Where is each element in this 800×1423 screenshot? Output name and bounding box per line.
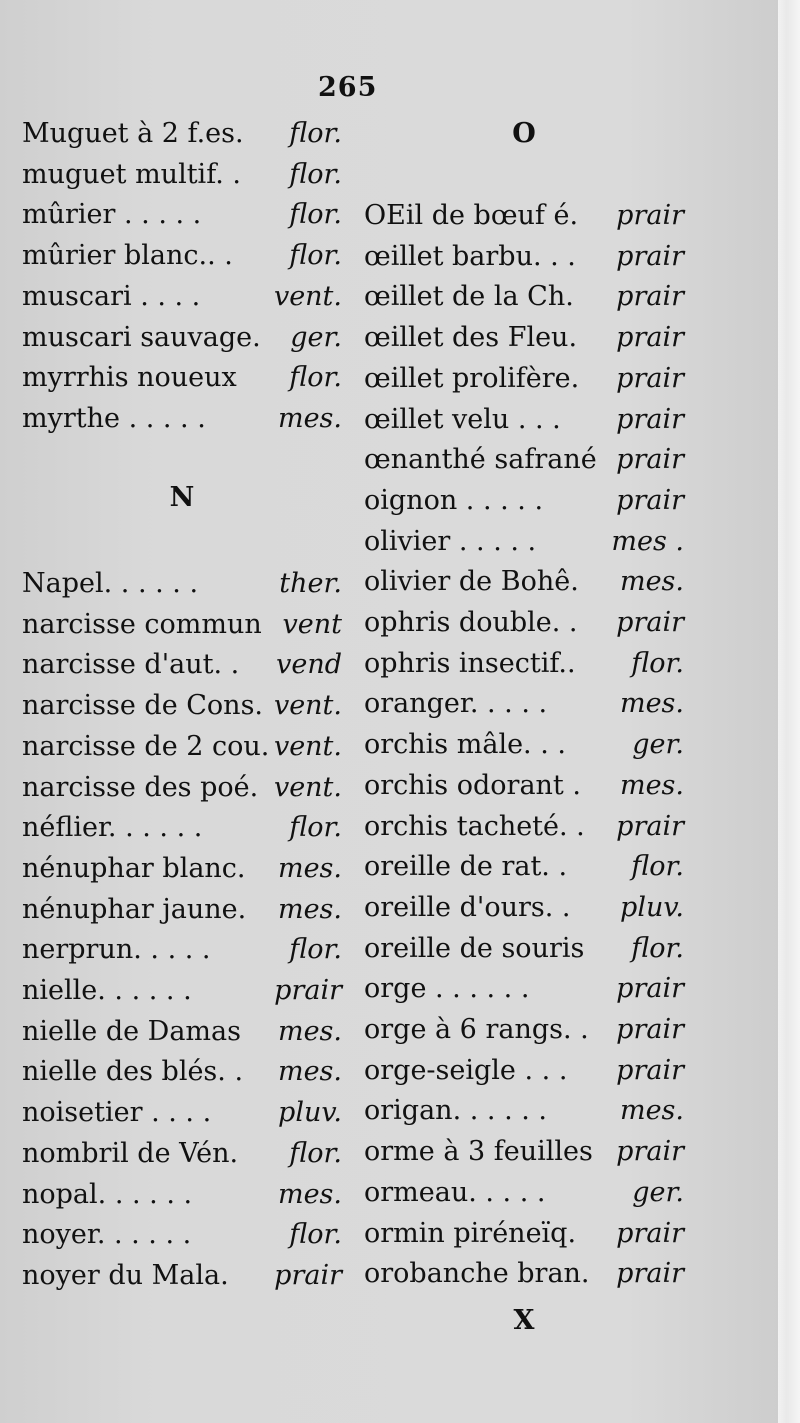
season-label: vent. bbox=[273, 730, 342, 762]
list-item bbox=[364, 281, 684, 319]
season-label: prair bbox=[616, 810, 684, 842]
plant-name: muguet multif. . bbox=[22, 158, 241, 190]
season-label: flor. bbox=[289, 118, 342, 149]
plant-name: nerprun. . . . . bbox=[22, 934, 211, 966]
list-item bbox=[22, 649, 342, 687]
list-item bbox=[364, 1014, 684, 1052]
plant-name: œillet velu . . . bbox=[364, 403, 561, 435]
season-label: ger. bbox=[290, 321, 342, 353]
season-label: flor. bbox=[631, 851, 684, 883]
season-label: mes . bbox=[611, 525, 684, 557]
season-label: pluv. bbox=[620, 891, 684, 923]
season-label: flor. bbox=[289, 362, 342, 394]
season-label: prair bbox=[616, 403, 684, 435]
list-item bbox=[22, 1219, 342, 1257]
list-item bbox=[364, 322, 684, 360]
plant-name: mûrier . . . . . bbox=[22, 199, 202, 231]
list-item bbox=[22, 118, 342, 156]
season-label: flor. bbox=[631, 932, 684, 964]
plant-name: orobanche bran. bbox=[364, 1258, 590, 1290]
season-label: prair bbox=[616, 362, 684, 394]
season-label: prair bbox=[616, 973, 684, 1005]
list-item bbox=[22, 1260, 342, 1298]
plant-name: oranger. . . . . bbox=[364, 688, 548, 720]
plant-name: orchis tacheté. . bbox=[364, 810, 585, 842]
plant-name: ophris insectif.. bbox=[364, 647, 576, 679]
season-label: mes. bbox=[619, 1095, 684, 1127]
season-label: prair bbox=[616, 1258, 684, 1290]
list-item bbox=[364, 1055, 684, 1093]
season-label: vent bbox=[282, 608, 342, 640]
season-label: vend bbox=[276, 649, 342, 681]
season-label: mes. bbox=[277, 893, 342, 925]
plant-name: ormeau. . . . . bbox=[364, 1176, 546, 1208]
plant-name: orge à 6 rangs. . bbox=[364, 1014, 589, 1045]
season-label: prair bbox=[616, 200, 684, 231]
season-label: mes. bbox=[619, 688, 684, 720]
season-label: flor. bbox=[289, 240, 342, 272]
plant-name: narcisse des poé. bbox=[22, 771, 259, 803]
season-label: prair bbox=[616, 444, 684, 476]
section-letter: N bbox=[169, 482, 195, 513]
plant-name: olivier . . . . . bbox=[364, 525, 537, 557]
section-letter: O bbox=[512, 118, 536, 149]
season-label: flor. bbox=[289, 934, 342, 966]
plant-name: narcisse commun bbox=[22, 608, 262, 640]
list-item bbox=[22, 159, 342, 197]
plant-name: olivier de Bohê. bbox=[364, 566, 579, 598]
plant-name: myrrhis noueux bbox=[22, 362, 237, 394]
page-edge bbox=[778, 0, 800, 1423]
plant-name: ophris double. . bbox=[364, 607, 578, 638]
list-item bbox=[364, 811, 684, 849]
list-item bbox=[364, 404, 684, 442]
season-label: prair bbox=[616, 1217, 684, 1249]
list-item bbox=[22, 281, 342, 319]
list-item bbox=[364, 200, 684, 238]
plant-name: Muguet à 2 f.es. bbox=[22, 118, 244, 149]
plant-name: narcisse d'aut. . bbox=[22, 649, 240, 681]
season-label: ger. bbox=[632, 729, 684, 761]
season-label: mes. bbox=[619, 769, 684, 801]
plant-name: nielle de Damas bbox=[22, 1015, 241, 1047]
list-item bbox=[22, 934, 342, 972]
plant-name: orge . . . . . . bbox=[364, 973, 530, 1005]
season-label: vent. bbox=[273, 771, 342, 803]
list-item bbox=[364, 526, 684, 564]
plant-name: muscari . . . . bbox=[22, 280, 201, 312]
list-item bbox=[22, 362, 342, 400]
list-item bbox=[22, 1097, 342, 1135]
plant-name: noyer. . . . . . bbox=[22, 1219, 192, 1251]
plant-name: orchis mâle. . . bbox=[364, 729, 566, 761]
season-label: ther. bbox=[279, 568, 342, 599]
plant-name: nielle. . . . . . bbox=[22, 975, 192, 1006]
season-label: mes. bbox=[277, 402, 342, 434]
list-item bbox=[364, 933, 684, 971]
list-item bbox=[364, 485, 684, 523]
season-label: prair bbox=[616, 322, 684, 354]
plant-name: orme à 3 feuilles bbox=[364, 1136, 593, 1168]
list-item bbox=[364, 566, 684, 604]
season-label: prair bbox=[616, 281, 684, 313]
list-item bbox=[22, 609, 342, 647]
season-label: flor. bbox=[289, 1219, 342, 1251]
list-item bbox=[22, 199, 342, 237]
plant-name: œillet prolifère. bbox=[364, 362, 580, 394]
list-item bbox=[22, 894, 342, 932]
season-label: prair bbox=[274, 975, 342, 1006]
season-label: flor. bbox=[289, 812, 342, 844]
page-number: 265 bbox=[318, 72, 378, 103]
season-label: ger. bbox=[632, 1176, 684, 1208]
season-label: prair bbox=[616, 240, 684, 272]
plant-name: narcisse de Cons. bbox=[22, 690, 264, 722]
plant-name: Napel. . . . . . bbox=[22, 568, 199, 599]
list-item bbox=[364, 444, 684, 482]
list-item bbox=[364, 770, 684, 808]
season-label: mes. bbox=[619, 566, 684, 598]
plant-name: noyer du Mala. bbox=[22, 1259, 229, 1291]
list-item bbox=[22, 240, 342, 278]
list-item bbox=[364, 973, 684, 1011]
season-label: flor. bbox=[289, 158, 342, 190]
list-item bbox=[364, 1095, 684, 1133]
plant-name: ormin piréneïq. bbox=[364, 1217, 577, 1249]
list-item bbox=[364, 241, 684, 279]
season-label: prair bbox=[616, 484, 684, 516]
plant-name: nielle des blés. . bbox=[22, 1056, 244, 1088]
season-label: prair bbox=[616, 607, 684, 638]
list-item bbox=[22, 1016, 342, 1054]
plant-name: néflier. . . . . . bbox=[22, 812, 203, 844]
list-item bbox=[364, 729, 684, 767]
list-item bbox=[364, 1136, 684, 1174]
plant-name: œillet barbu. . . bbox=[364, 240, 576, 272]
list-item bbox=[22, 731, 342, 769]
season-label: mes. bbox=[277, 1015, 342, 1047]
list-item bbox=[364, 892, 684, 930]
plant-name: oreille de rat. . bbox=[364, 851, 568, 883]
plant-name: œillet de la Ch. bbox=[364, 281, 574, 313]
plant-name: OEil de bœuf é. bbox=[364, 200, 579, 231]
list-item bbox=[22, 690, 342, 728]
plant-name: oignon . . . . . bbox=[364, 484, 544, 516]
list-item bbox=[22, 403, 342, 441]
list-item bbox=[22, 975, 342, 1013]
list-item bbox=[22, 853, 342, 891]
season-label: flor. bbox=[289, 1137, 342, 1169]
list-item bbox=[364, 607, 684, 645]
list-item bbox=[364, 1258, 684, 1296]
plant-name: oreille de souris bbox=[364, 932, 585, 964]
list-item bbox=[22, 568, 342, 606]
list-item bbox=[22, 1138, 342, 1176]
list-item bbox=[22, 322, 342, 360]
season-label: pluv. bbox=[278, 1097, 342, 1129]
plant-name: mûrier blanc.. . bbox=[22, 240, 233, 272]
list-item bbox=[22, 1179, 342, 1217]
season-label: prair bbox=[616, 1136, 684, 1168]
plant-name: nopal. . . . . . bbox=[22, 1178, 193, 1210]
plant-name: orge-seigle . . . bbox=[364, 1054, 568, 1086]
season-label: mes. bbox=[277, 1056, 342, 1088]
season-label: vent. bbox=[273, 690, 342, 722]
plant-name: œnanthé safrané bbox=[364, 444, 597, 476]
list-item bbox=[364, 363, 684, 401]
list-item bbox=[22, 1056, 342, 1094]
plant-name: œillet des Fleu. bbox=[364, 322, 578, 354]
plant-name: muscari sauvage. bbox=[22, 321, 261, 353]
list-item bbox=[364, 688, 684, 726]
list-item bbox=[22, 812, 342, 850]
plant-name: origan. . . . . . bbox=[364, 1095, 547, 1127]
plant-name: nombril de Vén. bbox=[22, 1137, 239, 1169]
plant-name: orchis odorant . bbox=[364, 769, 581, 801]
season-label: mes. bbox=[277, 1178, 342, 1210]
list-item bbox=[364, 851, 684, 889]
plant-name: narcisse de 2 cou. bbox=[22, 730, 270, 762]
plant-name: nénuphar jaune. bbox=[22, 893, 247, 925]
season-label: prair bbox=[274, 1259, 342, 1291]
plant-name: noisetier . . . . bbox=[22, 1097, 212, 1129]
season-label: vent. bbox=[273, 280, 342, 312]
list-item bbox=[364, 1177, 684, 1215]
season-label: prair bbox=[616, 1054, 684, 1086]
season-label: flor. bbox=[289, 199, 342, 231]
season-label: flor. bbox=[631, 647, 684, 679]
season-label: prair bbox=[616, 1014, 684, 1045]
list-item bbox=[364, 648, 684, 686]
season-label: mes. bbox=[277, 852, 342, 884]
plant-name: nénuphar blanc. bbox=[22, 852, 246, 884]
list-item bbox=[22, 772, 342, 810]
plant-name: oreille d'ours. . bbox=[364, 891, 571, 923]
plant-name: myrthe . . . . . bbox=[22, 402, 206, 434]
list-item bbox=[364, 1218, 684, 1256]
next-section-letter: X bbox=[513, 1305, 535, 1336]
